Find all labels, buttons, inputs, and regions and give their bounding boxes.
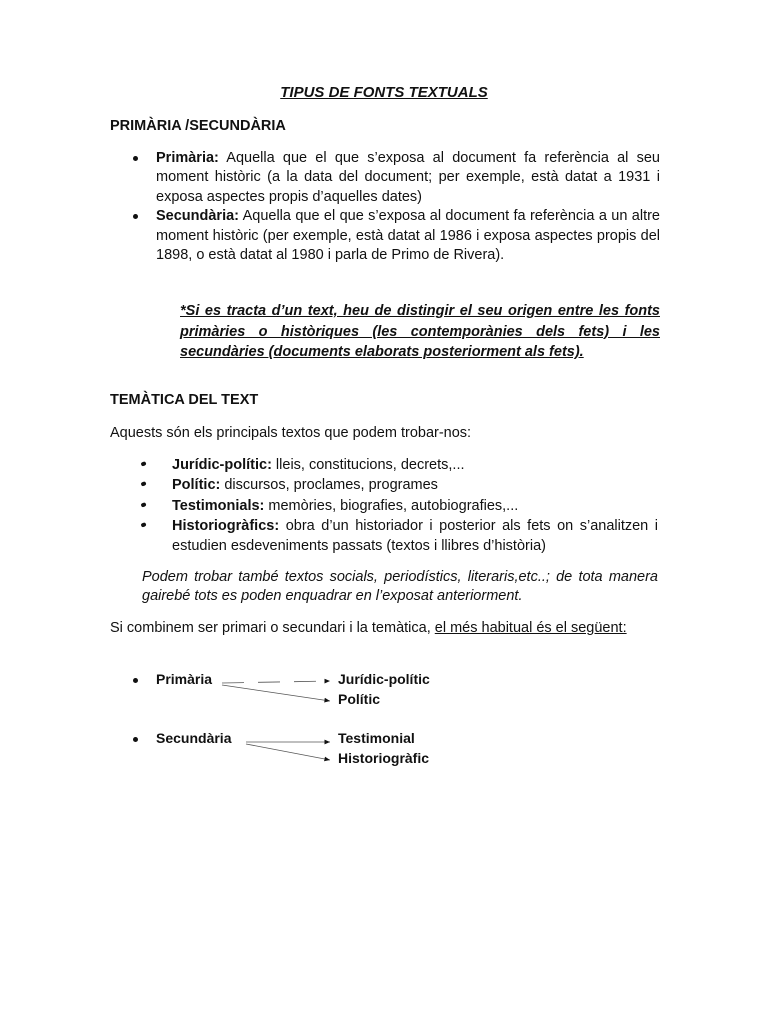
term-primary: Primària:	[156, 150, 219, 166]
diagram-source-secondary: Secundària	[156, 730, 232, 746]
combine-underlined-text: el més habitual és el següent:	[434, 620, 627, 636]
arrow-primary-juridic	[222, 681, 330, 683]
diagram-target-juridic-politic: Jurídic-polític	[338, 671, 430, 687]
thematic-intro: Aquests són els principals textos que podem trobar-nos:	[110, 425, 472, 441]
document-title: TIPUS DE FONTS TEXTUALS	[280, 84, 488, 101]
combine-text: Si combinem ser primari o secundari i la temàtica,	[110, 620, 435, 636]
term-historiografics: Historiogràfics:	[172, 517, 280, 534]
diagram-source-primary: Primària	[156, 671, 213, 687]
section-heading-thematic: TEMÀTICA DEL TEXT	[110, 392, 259, 408]
italic-note: Podem trobar també textos socials, periodístics, literaris,etc..; de tota manera gairebé tots es poden enquadrar en l’exposat anteriorment.	[142, 569, 658, 605]
diagram-target-historiografic: Historiogràfic	[338, 750, 430, 766]
definition-secondary: Aquella que el que s’exposa al document fa referència a un altre moment històric (per exemple, està datat al 1986 i exposa aspectes propis del 1898, o està datat al 1980 i parla de Primo de Rivera).	[156, 208, 660, 264]
section-heading-primary-secondary: PRIMÀRIA /SECUNDÀRIA	[110, 118, 286, 134]
term-juridic-politic: Jurídic-polític:	[172, 457, 272, 473]
arrow-primary-politic	[222, 685, 330, 701]
arrow-secondary-historiografic	[246, 744, 330, 760]
important-note: *Si es tracta d’un text, heu de distingir el seu origen entre les fonts primàries o històriques (les contemporànies dels fets) i les secundàries (documents elaborats posteriorment als fets).	[180, 303, 660, 361]
definition-primary: Aquella que el que s’exposa al document fa referència al seu moment històric (a la data del document; per exemple, està datat a 1931 i exposa aspectes propis d’aquelles dates)	[156, 150, 660, 205]
term-politic: Polític:	[172, 477, 221, 494]
definition-historiografics: obra d’un historiador i posterior als fets on s’analitzen i estudien esdeveniments passats (textos i llibres d’història)	[172, 517, 658, 555]
definition-juridic-politic: lleis, constitucions, decrets,...	[271, 457, 465, 473]
term-secondary: Secundària:	[156, 208, 239, 225]
diagram-target-politic: Polític	[338, 691, 381, 707]
definition-politic: discursos, proclames, programes	[220, 477, 438, 494]
definition-testimonials: memòries, biografies, autobiografies,...	[264, 497, 519, 514]
diagram-target-testimonial: Testimonial	[338, 730, 415, 746]
term-testimonials: Testimonials:	[172, 497, 265, 514]
